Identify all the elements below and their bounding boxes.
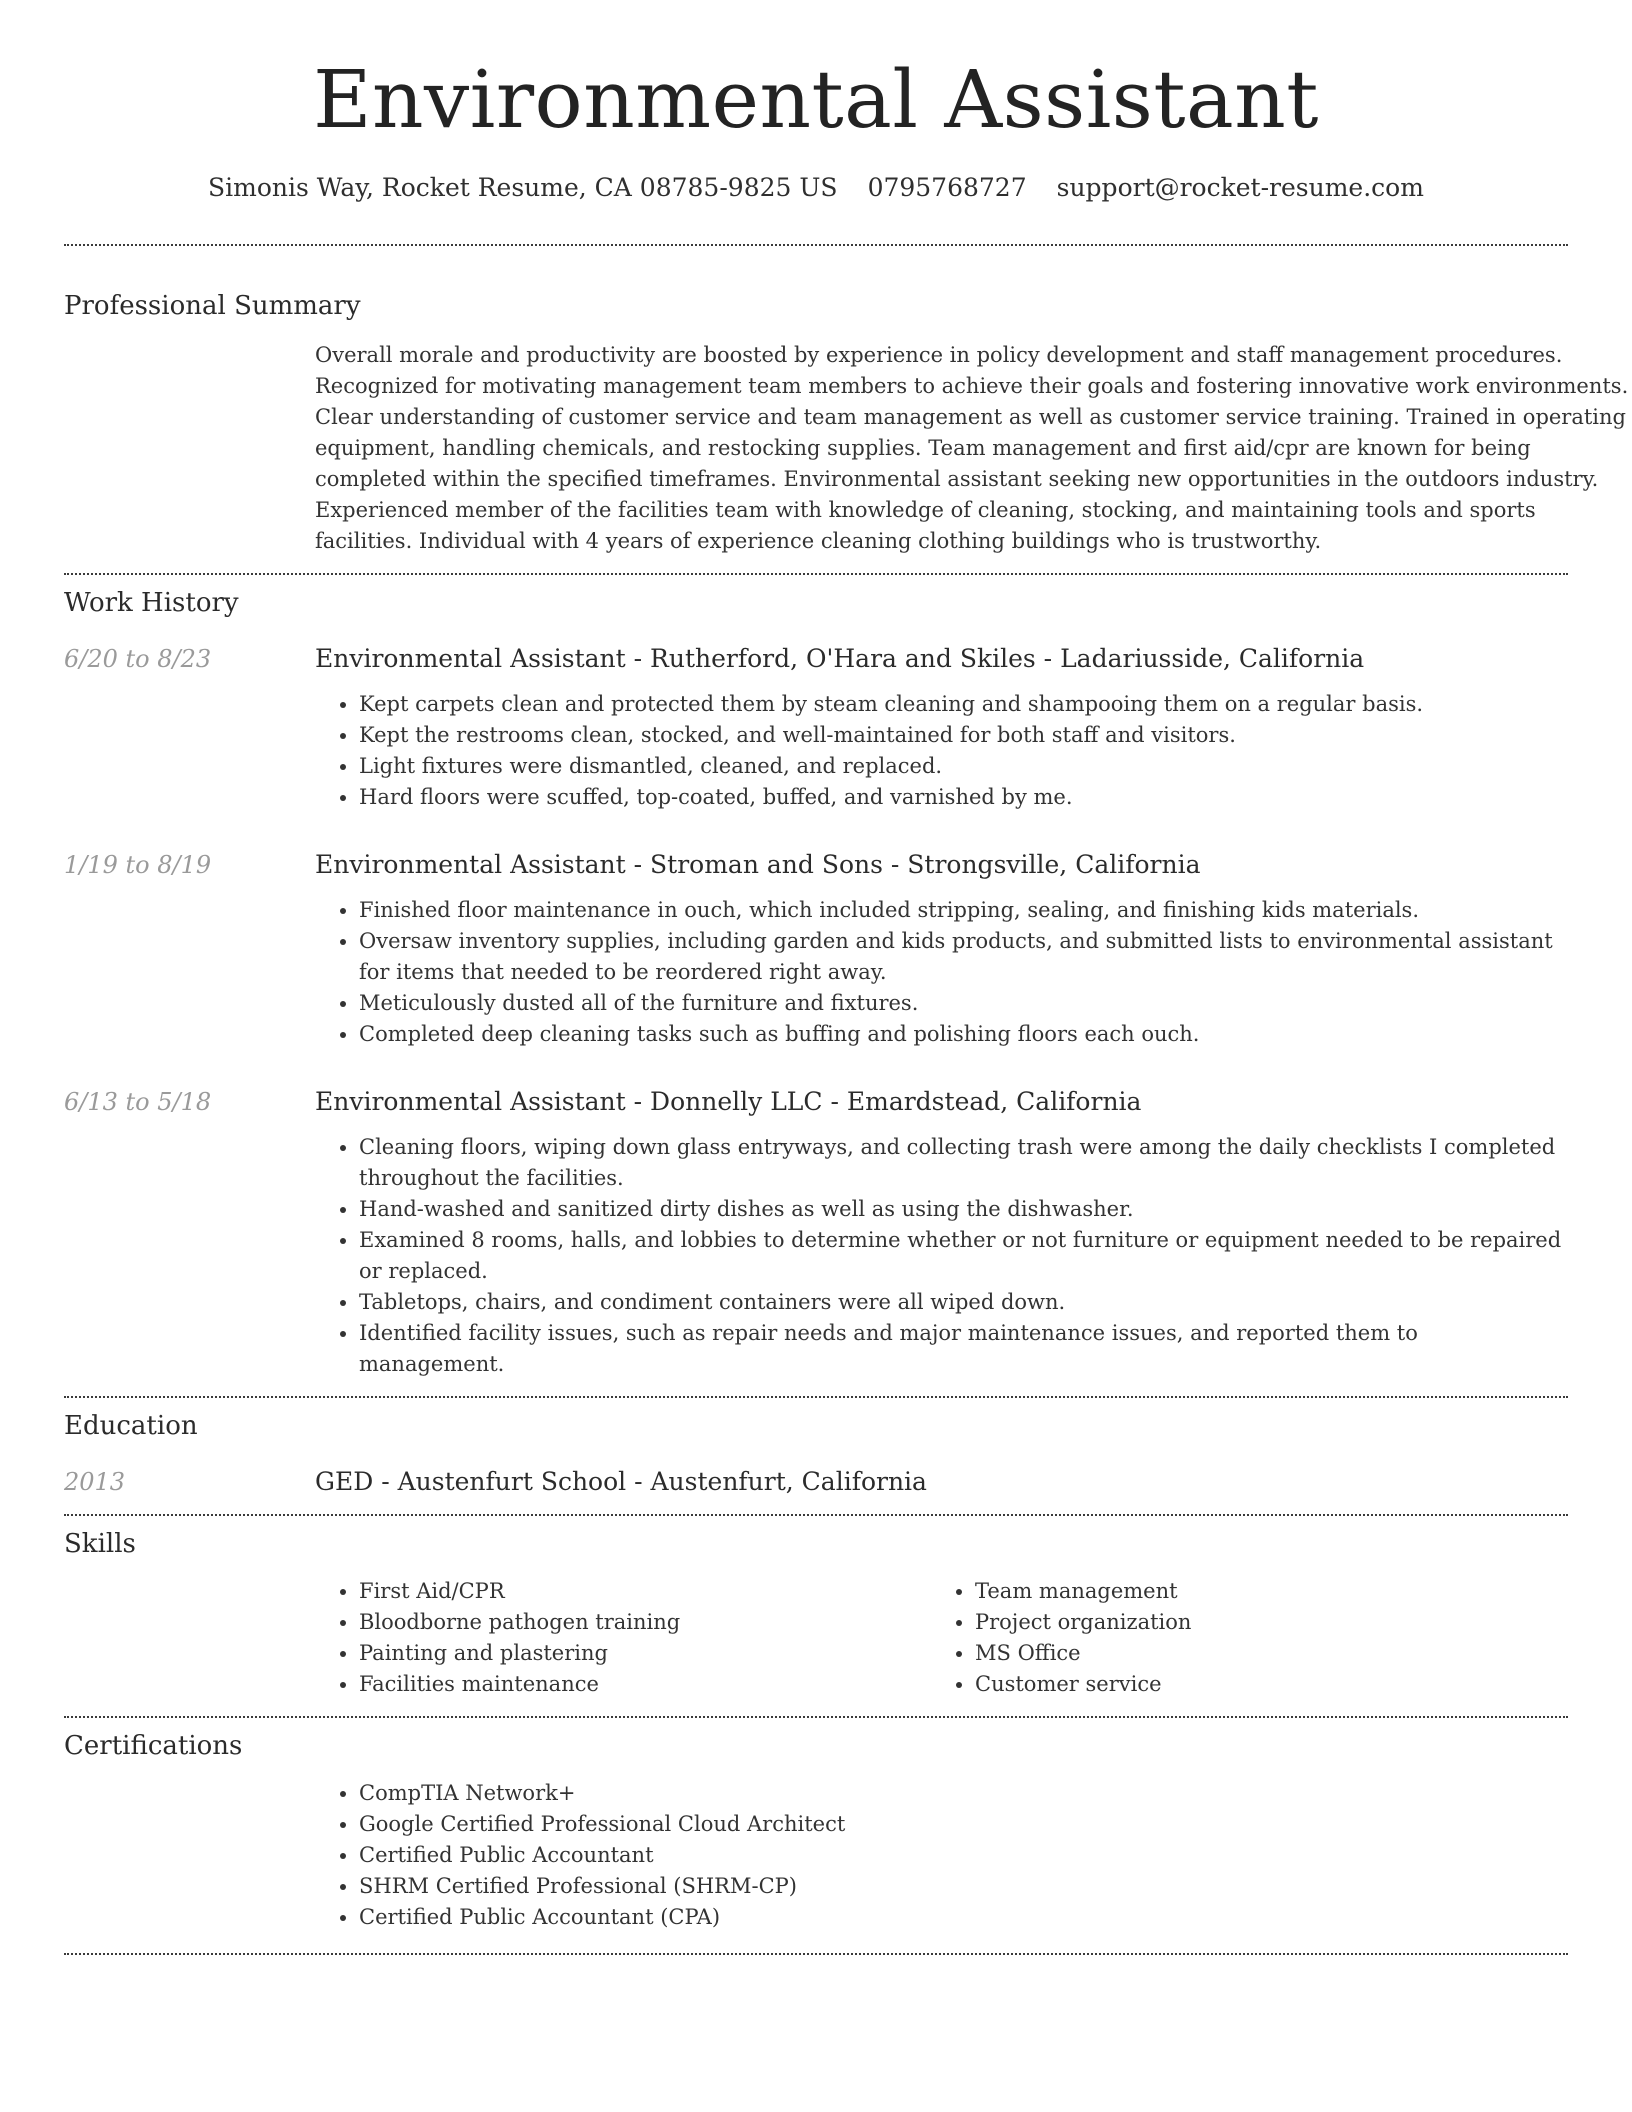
list-item: • Customer service <box>975 1669 1547 1700</box>
list-item: • Cleaning floors, wiping down glass entryways, and collecting trash were among the daily checklists I completed throughout the facilities. <box>359 1132 1568 1194</box>
section-title-certifications: Certifications <box>64 1731 243 1761</box>
list-item: • Completed deep cleaning tasks such as buffing and polishing floors each ouch. <box>359 1019 1568 1050</box>
list-item: • Certified Public Accountant <box>359 1840 1568 1871</box>
education-year: 2013 <box>64 1468 126 1496</box>
list-item: • Kept the restrooms clean, stocked, and well-maintained for both staff and visitors. <box>359 720 1568 751</box>
job-heading: Environmental Assistant - Rutherford, O'Hara and Skiles - Ladariusside, California <box>315 644 1365 673</box>
list-item: • Certified Public Accountant (CPA) <box>359 1902 1568 1933</box>
list-item: • SHRM Certified Professional (SHRM-CP) <box>359 1871 1568 1902</box>
job-dates: 6/20 to 8/23 <box>64 645 212 673</box>
job-entry <box>64 1086 1568 1380</box>
resume-name: Environmental Assistant <box>313 53 1319 146</box>
list-item: • Facilities maintenance <box>359 1669 931 1700</box>
certifications-list <box>315 1778 1568 1933</box>
skills-section <box>64 1516 1568 1700</box>
job-dates: 6/13 to 5/18 <box>64 1088 212 1116</box>
work-history-section <box>64 575 1568 1380</box>
list-item: • MS Office <box>975 1638 1547 1669</box>
education-section <box>64 1398 1568 1498</box>
contact-address: Simonis Way, Rocket Resume, CA 08785-9825 US <box>208 173 838 202</box>
list-item: • Project organization <box>975 1607 1547 1638</box>
education-heading: GED - Austenfurt School - Austenfurt, California <box>315 1467 927 1496</box>
list-item: • Light fixtures were dismantled, cleaned, and replaced. <box>359 751 1568 782</box>
certifications-section <box>64 1718 1568 1933</box>
education-entry <box>64 1466 1568 1498</box>
list-item: • Kept carpets clean and protected them by steam cleaning and shampooing them on a regular basis. <box>359 689 1568 720</box>
list-item: • First Aid/CPR <box>359 1576 931 1607</box>
list-item: • Bloodborne pathogen training <box>359 1607 931 1638</box>
list-item: • Team management <box>975 1576 1547 1607</box>
summary-text: Overall morale and productivity are boosted by experience in policy development and staff management procedures. Recognized for motivating management team members to achieve their goals and fostering innovative work environments. Clear understanding of customer service and team management as well as customer service training. Trained in operating equipment, handling chemicals, and restocking supplies. Team management and first aid/cpr are known for being completed within the specified timeframes. Environmental assistant seeking new opportunities in the outdoors industry. Experienced member of the facilities team with knowledge of cleaning, stocking, and maintaining tools and sports facilities. Individual with 4 years of experience cleaning clothing buildings who is trustworthy. <box>315 343 1629 553</box>
resume-page <box>64 0 1629 1955</box>
job-bullets <box>315 689 1568 813</box>
job-heading: Environmental Assistant - Stroman and Sons - Strongsville, California <box>315 850 1201 879</box>
list-item: • Finished floor maintenance in ouch, which included stripping, sealing, and finishing kids materials. <box>359 895 1568 926</box>
section-title-work-history: Work History <box>64 588 239 618</box>
section-title-education: Education <box>64 1411 198 1441</box>
list-item: • Identified facility issues, such as repair needs and major maintenance issues, and reported them to management. <box>359 1318 1568 1380</box>
list-item: • Hand-washed and sanitized dirty dishes as well as using the dishwasher. <box>359 1194 1568 1225</box>
contact-email[interactable]: support@rocket-resume.com <box>1056 173 1424 202</box>
section-title-summary: Professional Summary <box>64 291 361 321</box>
job-heading: Environmental Assistant - Donnelly LLC - Emardstead, California <box>315 1087 1142 1116</box>
job-dates: 1/19 to 8/19 <box>64 851 212 879</box>
contact-line <box>64 172 1568 204</box>
list-item: • Examined 8 rooms, halls, and lobbies to determine whether or not furniture or equipment needed to be repaired or replaced. <box>359 1225 1568 1287</box>
list-item: • Meticulously dusted all of the furniture and fixtures. <box>359 988 1568 1019</box>
list-item: • CompTIA Network+ <box>359 1778 1568 1809</box>
skills-list-right <box>931 1576 1547 1700</box>
list-item: • Oversaw inventory supplies, including garden and kids products, and submitted lists to environmental assistant for items that needed to be reordered right away. <box>359 926 1568 988</box>
contact-phone: 0795768727 <box>867 173 1027 202</box>
summary-section <box>64 246 1629 557</box>
job-bullets <box>315 1132 1568 1380</box>
section-divider <box>64 1953 1568 1955</box>
section-title-skills: Skills <box>64 1529 136 1559</box>
skills-list-left <box>315 1576 931 1700</box>
job-bullets <box>315 895 1568 1050</box>
skills-grid <box>315 1576 1568 1700</box>
list-item: • Painting and plastering <box>359 1638 931 1669</box>
list-item: • Tabletops, chairs, and condiment containers were all wiped down. <box>359 1287 1568 1318</box>
job-entry <box>64 849 1568 1050</box>
job-entry <box>64 643 1568 813</box>
list-item: • Google Certified Professional Cloud Architect <box>359 1809 1568 1840</box>
list-item: • Hard floors were scuffed, top-coated, buffed, and varnished by me. <box>359 782 1568 813</box>
